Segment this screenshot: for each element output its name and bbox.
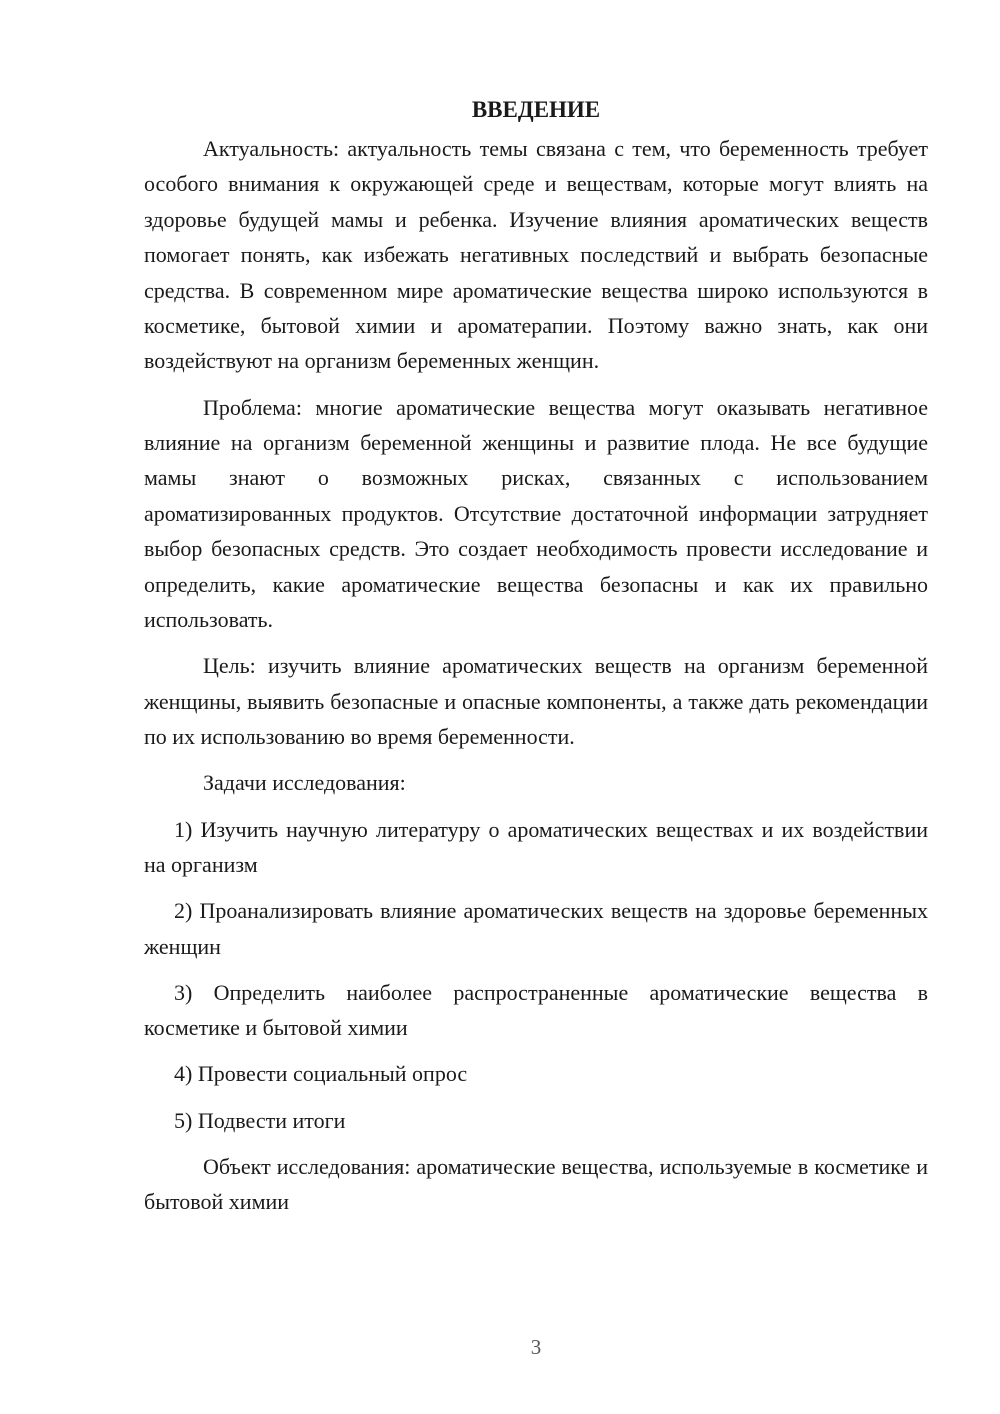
tasks-heading: Задачи исследования:	[203, 770, 406, 796]
paragraph-relevance: Актуальность: актуальность темы связана с тем, что беременность требует особого внимания к окружающей среде и веществам, которые могут влиять на здоровье будущей мамы и ребенка. Изучение влияния ароматических веществ помогает понять, как избежать негативных последствий и выбрать безопасные средства. В современном мире ароматические вещества широко используются в косметике, бытовой химии и ароматерапии. Поэтому важно знать, как они воздействуют на организм беременных женщин.	[144, 136, 928, 374]
page-number: 3	[530, 1335, 542, 1359]
task-item: 2) Проанализировать влияние ароматических веществ на здоровье беременных женщин	[144, 898, 928, 959]
page-title: ВВЕДЕНИЕ	[471, 97, 601, 122]
task-item: 1) Изучить научную литературу о ароматических веществах и их воздействии на организм	[144, 816, 928, 877]
paragraph-object: Объект исследования: ароматические вещества, используемые в косметике и бытовой химии	[144, 1153, 928, 1215]
task-item: 3) Определить наиболее распространенные ароматические вещества в косметике и бытовой химии	[144, 979, 928, 1041]
document-page	[144, 92, 928, 1230]
paragraph-problem: Проблема: многие ароматические вещества могут оказывать негативное влияние на организм беременной женщины и развитие плода. Не все будущие мамы знают о возможных рисках, связанных с использованием ароматизированных продуктов. Отсутствие достаточной информации затрудняет выбор безопасных средств. Это создает необходимость провести исследование и определить, какие ароматические вещества безопасны и как их правильно использовать.	[144, 394, 928, 633]
paragraph-goal: Цель: изучить влияние ароматических веществ на организм беременной женщины, выявить безопасные и опасные компоненты, а также дать рекомендации по их использованию во время беременности.	[144, 653, 928, 750]
task-item: 4) Провести социальный опрос	[174, 1061, 468, 1087]
task-item: 5) Подвести итоги	[174, 1107, 346, 1133]
